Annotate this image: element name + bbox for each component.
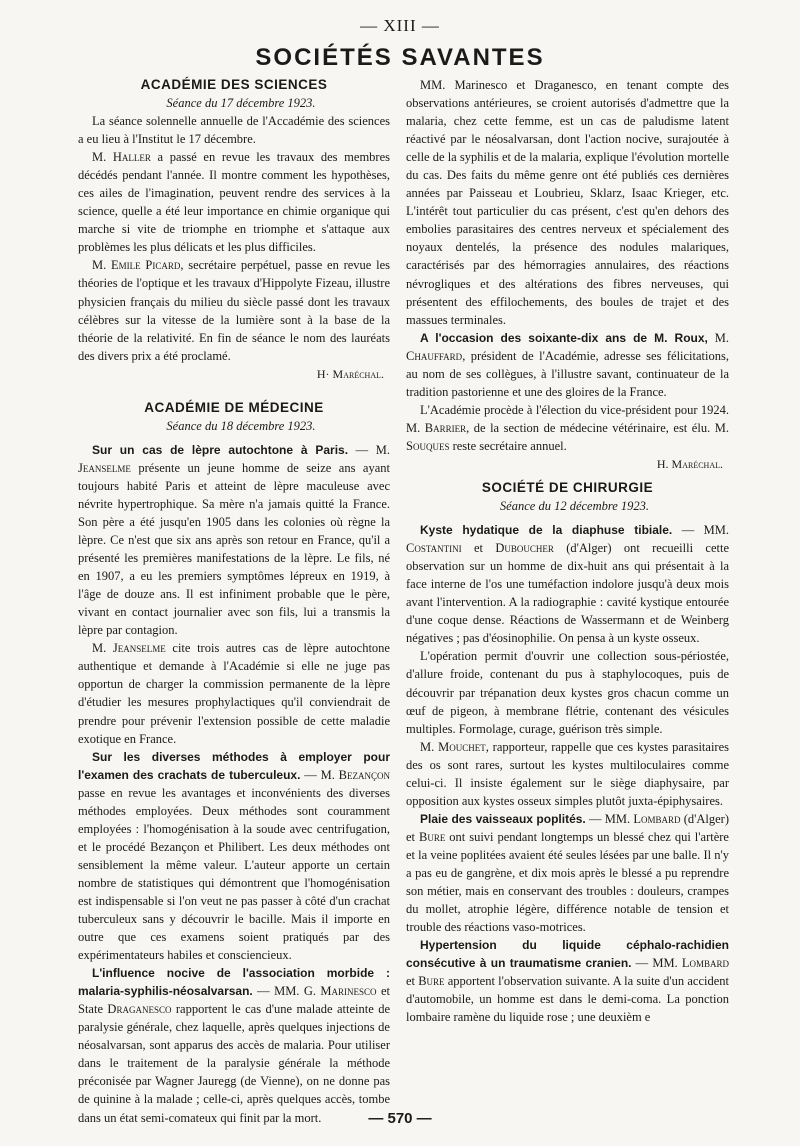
signature: H· Maréchal. — [316, 366, 384, 381]
section-heading: ACADÉMIE DE MÉDECINE — [144, 399, 324, 415]
session-date: Séance du 12 décembre 1923. — [499, 499, 650, 514]
roman-page-number: — XIII — — [360, 16, 440, 35]
paragraph: Plaie des vaisseaux poplités. — MM. Lombard (d'Alger) et Bure ont suivi pendant longtemps un blessé chez qui l'artère et la veine poplitées avaient été seules lésées par une balle. Il n'y a pas eu de gangrène, et dix mois après le blessé a pu reprendre son métier, mais en conservant des troubles : douleurs, crampes du mollet, atrophie légère, différence notable de tension et trouble des réactions vaso-motrices. — [406, 811, 729, 935]
paragraph: Sur un cas de lèpre autochtone à Paris. — M. Jeanselme présente un jeune homme de seize ans ayant toujours habité Paris et atteint de lèpre maculeuse avec névrite hypertrophique. Sa mère n'a jamais quitté la France. Son père a été jusqu'en 1905 dans les colonies où règne la lèpre. Ce n'est que six ans après son retour en France, qu'il a présenté les premières manifestations de la lèpre. Le fils, né en 1907, a eu les premiers symptômes lépreux en 1919, à l'âge de douze ans. Il est infiniment probable que le père, vivant en contact journalier avec son fils, lui a transmis la lèpre par contagion. — [78, 442, 390, 638]
article-title: Hypertension du liquide céphalo-rachidien consécutive à un traumatisme cranien. — [406, 938, 729, 971]
author-name: M. Chauffard — [406, 330, 730, 363]
author-name: M. Emile Picard — [92, 258, 181, 273]
author-name: Lombard — [681, 956, 729, 971]
author-name: Bezançon — [338, 767, 390, 782]
author-name: M. Souques — [406, 420, 729, 453]
signature: H. Maréchal. — [656, 456, 723, 471]
academie-medecine-section — [78, 399, 390, 1127]
paragraph: L'opération permit d'ouvrir une collection sous-périostée, d'allure froide, contenant du pus à staphylocoques, puis de découvrir par trépanation deux kystes gros chacun comme un œuf de pigeon, à membrane flétrie, contenant des vésicules multiples. Formolage, curage, guérison très simple. — [406, 649, 729, 736]
paragraph: L'influence nocive de l'association morbide : malaria-syphilis-néosalvarsan. — MM. G. Marinesco et State Draganesco rapportent le cas d'une malade atteinte de paralysie générale, chez laquelle, après quelques injections de néosalvarsan, sont apparus des accès de malaria. Pour utiliser dans le traitement de la paralysie générale la méthode préconisée par Wagner Jauregg (de Vienne), on ne donne pas de quinine à la malade ; celle-ci, après quelques accès, tombe dans un état semi-comateux qui finit par la mort. — [78, 966, 390, 1125]
section-heading: ACADÉMIE DES SCIENCES — [140, 77, 328, 92]
spacer — [78, 383, 390, 399]
article-title: Plaie des vaisseaux poplités. — [420, 811, 586, 826]
author-name: Costantini — [406, 541, 462, 556]
article-title: Kyste hydatique de la diaphuse tibiale. — [420, 523, 673, 538]
paragraph: Kyste hydatique de la diaphuse tibiale. — MM. Costantini et Duboucher (d'Alger) ont recueilli cette observation sur un homme de dix-huit ans qui présentait à la face interne de l'os une tuméfaction indolore jusqu'à deux mois avant l'intervention. A la radiographie : cavité kystique entourée d'une coque dense. Réactions de Wassermann et de Weinberg négatives ; pas d'éosinophilie. On pensa à un kyste osseux. — [406, 523, 729, 646]
right-column — [406, 76, 729, 1106]
author-name: M. Barrier — [406, 420, 467, 435]
session-date: Séance du 18 décembre 1923. — [166, 418, 316, 433]
article-title: Sur un cas de lèpre autochtone à Paris. — [92, 442, 349, 457]
paragraph: Sur les diverses méthodes à employer pour l'examen des crachats de tuberculeux. — M. Bezançon passe en revue les avantages et inconvénients des diverses méthodes employées. Deux méthodes sont couramment employées : l'homogénisation à la soude avec centrifugation, et le procédé Bezançon et Philibert. Les deux méthodes ont sensiblement la même valeur. L'auteur apporte un certain nombre de statistiques qui démontrent que l'homogénisation est indispensable si l'on veut ne pas passer à côté d'un crachat tuberculeux sans y découvrir le bacille. Mais il importe en outre que ces examens soient pratiqués par des expérimentateurs habiles et consciencieux. — [78, 749, 390, 963]
paragraph: M. Jeanselme cite trois autres cas de lèpre autochtone authentique et demande à l'Académie si elle ne juge pas opportun de charger la commission permanente de la lèpre d'étudier les mesures prophylactiques qu'il conviendrait de prendre pour prévenir l'extension possible de cette maladie exotique en France. — [78, 641, 390, 746]
author-name: Bure — [418, 829, 446, 844]
author-name: Lombard — [633, 811, 681, 826]
folio-page-number: — 570 — — [368, 1110, 432, 1127]
article-title: L'influence nocive de l'association morbide : malaria-syphilis-néosalvarsan. — [78, 966, 390, 999]
article-title: A l'occasion des soixante-dix ans de M. Roux, — [420, 330, 708, 345]
paragraph: M. Mouchet, rapporteur, rappelle que ces kystes parasitaires des os sont rares, surtout les kystes multiloculaires comme celui-ci. Il insiste également sur le siège diaphysaire, par opposition aux kystes osseux simples plutôt juxta-épiphysaires. — [406, 739, 729, 808]
author-name: Jeanselme — [78, 460, 131, 475]
academie-medecine-continued — [406, 76, 729, 473]
paragraph: M. Emile Picard, secrétaire perpétuel, passe en revue les théories de l'optique et les travaux d'Hippolyte Fizeau, illustre physicien français du milieu du siècle passé dont les travaux célèbres sur la vitesse de la lumière sont à la base de la théorie de la relativité. En fin de séance le nom des lauréats des divers prix a été proclamé. — [78, 258, 390, 363]
section-heading: SOCIÉTÉ DE CHIRURGIE — [481, 480, 654, 496]
author-name: M. Haller — [92, 150, 151, 165]
academie-sciences-section — [78, 76, 390, 383]
author-name: G. Marinesco — [303, 984, 377, 999]
session-date: Séance du 17 décembre 1923. — [166, 96, 316, 110]
paragraph: L'Académie procède à l'élection du vice-président pour 1924. M. Barrier, de la section de médecine vétérinaire, est élu. M. Souques reste secrétaire annuel. — [406, 402, 729, 453]
author-name: M. Jeanselme — [92, 641, 166, 656]
paragraph: MM. Marinesco et Draganesco, en tenant compte des observations antérieures, se croient autorisés d'admettre que la malaria, chez cette femme, est un cas de paludisme latent réactivé par le néosalvarsan, dont l'action nocive, surajoutée à celle de la syphilis et de la malaria, explique l'évolution mortelle du cas. Des faits du même genre ont été publiés ces dernières années par Paisseau et Loubrieu, Sklarz, Isaac Krieger, etc. L'intérêt tout particulier du cas présent, c'est qu'en dehors des embolies parasitaires des centres nerveux et spécialement des noyaux dentelés, la présence des nodules malariques, caractérisés par des hémorragies annulaires, des réactions névrogliques et des altérations des fibres nerveuses, qui présentent des effilochements, des boules de trajet et des massues terminales. — [406, 78, 729, 327]
article-title: Sur les diverses méthodes à employer pour l'examen des crachats de tuberculeux. — [78, 749, 390, 782]
paragraph: A l'occasion des soixante-dix ans de M. Roux, M. Chauffard, président de l'Académie, adresse ses félicitations, au nom de ses collègues, à l'illustre savant, continuateur de la tradition pastorienne et une des gloires de la France. — [406, 330, 730, 399]
author-name: Draganesco — [107, 1002, 172, 1017]
paragraph: Hypertension du liquide céphalo-rachidien consécutive à un traumatisme cranien. — MM. Lombard et Bure apportent l'observation suivante. A la suite d'un accident d'automobile, un homme est dans le demi-coma. La ponction lombaire ramène du liquide rose ; une deuxièm e — [406, 938, 729, 1025]
societe-chirurgie-section — [406, 479, 729, 1026]
page-title: SOCIÉTÉS SAVANTES — [255, 44, 545, 71]
paragraph: La séance solennelle annuelle de l'Accadémie des sciences a eu lieu à l'Institut le 17 décembre. — [78, 114, 390, 147]
paragraph: M. Haller a passé en revue les travaux des membres décédés pendant l'année. Il montre comment les hypothèses, ces ailes de l'imagination, peuvent rendre des services à la science, quelle a été leur importance en chimie organique qui marche si vite de triomphe en triomphe et s'attaque aux problèmes les plus délicats et les plus difficiles. — [78, 150, 391, 255]
author-name: Bure — [418, 974, 445, 989]
left-column — [78, 76, 391, 1125]
author-name: Duboucher — [495, 541, 554, 556]
author-name: M. Mouchet — [420, 739, 486, 754]
